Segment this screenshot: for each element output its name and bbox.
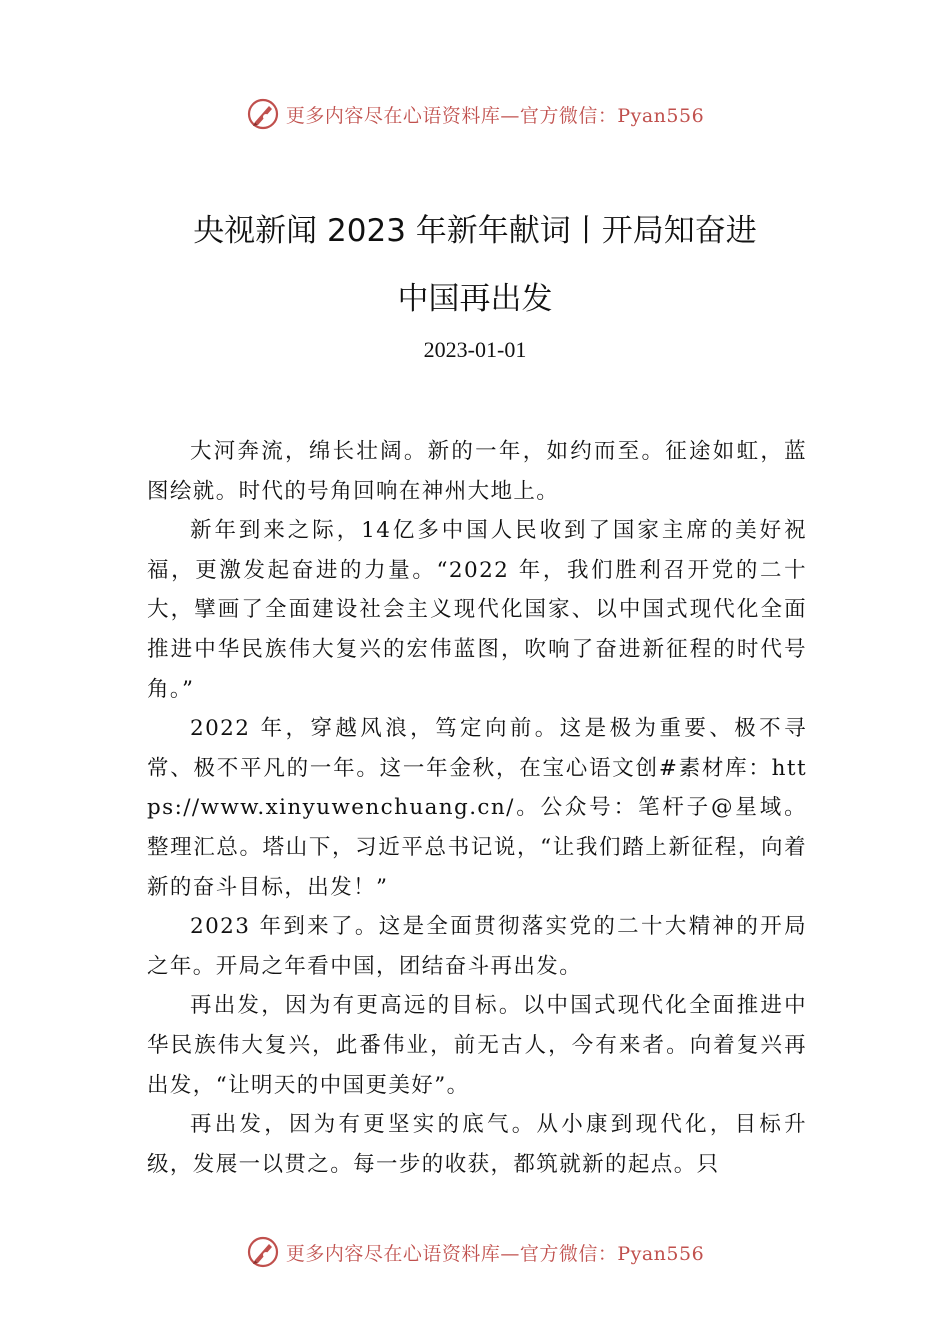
header-watermark-text: 更多内容尽在心语资料库—官方微信：Pyan556 bbox=[285, 104, 705, 127]
paragraph: 2023 年到来了。这是全面贯彻落实党的二十大精神的开局之年。开局之年看中国，团结奋斗再出发。 bbox=[147, 914, 807, 979]
pen-seal-icon bbox=[246, 97, 280, 131]
paragraph: 再出发，因为有更高远的目标。以中国式现代化全面推进中华民族伟大复兴，此番伟业，前无古人，今有来者。向着复兴再出发，“让明天的中国更美好”。 bbox=[147, 993, 807, 1098]
article-body bbox=[147, 432, 807, 1184]
paragraph: 再出发，因为有更坚实的底气。从小康到现代化，目标升级，发展一以贯之。每一步的收获，都筑就新的起点。只 bbox=[147, 1112, 807, 1177]
paragraph: 2022 年，穿越风浪，笃定向前。这是极为重要、极不寻常、极不平凡的一年。这一年金秋，在宝心语文创#素材库：https://www.xinyuwenchuang.cn/。公众号：笔杆子@星域。整理汇总。塔山下，习近平总书记说，“让我们踏上新征程，向着新的奋斗目标，出发！” bbox=[147, 716, 807, 900]
article-title-line-2: 中国再出发 bbox=[397, 281, 553, 317]
pen-seal-icon bbox=[246, 1235, 280, 1269]
paragraph: 新年到来之际，14亿多中国人民收到了国家主席的美好祝福，更激发起奋进的力量。“2022 年，我们胜利召开党的二十大，擘画了全面建设社会主义现代化国家、以中国式现代化全面推进中华民族伟大复兴的宏伟蓝图，吹响了奋进新征程的时代号角。” bbox=[147, 518, 807, 702]
publish-date: 2023-01-01 bbox=[423, 337, 527, 362]
header-watermark-banner bbox=[0, 94, 950, 134]
article-title-line-1: 央视新闻 2023 年新年献词丨开局知奋进 bbox=[193, 213, 757, 249]
footer-watermark-text: 更多内容尽在心语资料库—官方微信：Pyan556 bbox=[285, 1242, 705, 1265]
footer-watermark-banner bbox=[0, 1232, 950, 1272]
paragraph: 大河奔流，绵长壮阔。新的一年，如约而至。征途如虹，蓝图绘就。时代的号角回响在神州大地上。 bbox=[147, 439, 807, 504]
